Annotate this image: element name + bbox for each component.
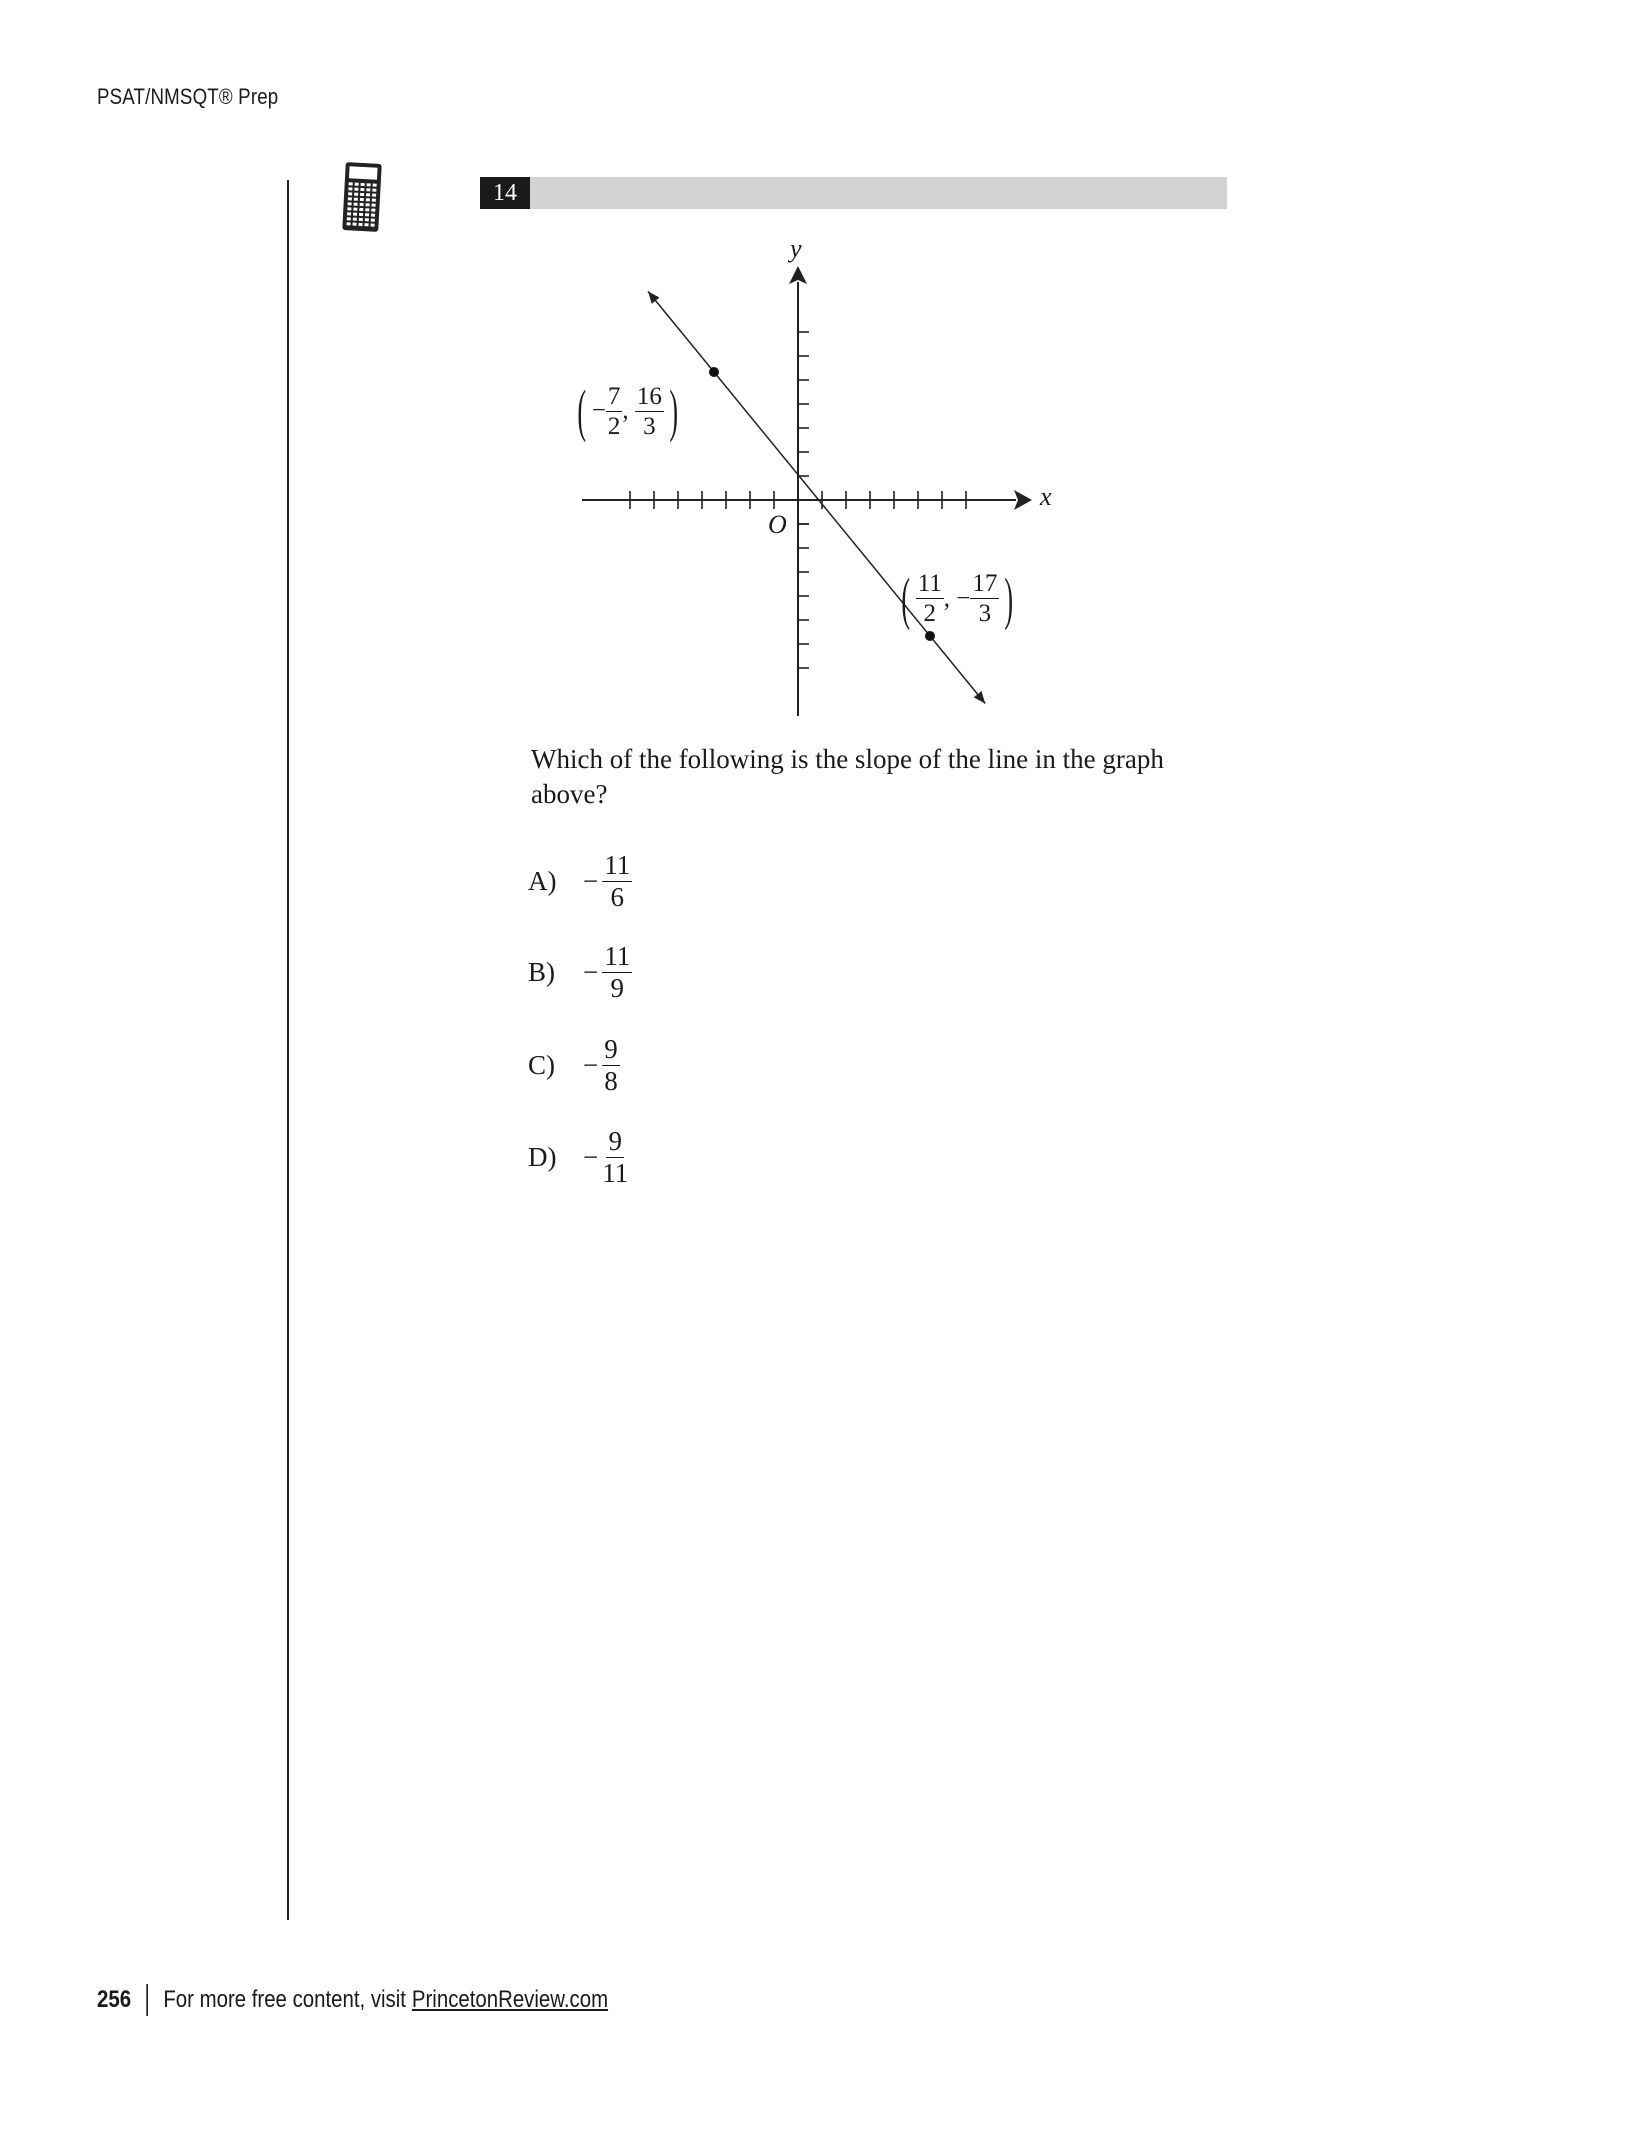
paren-open: ( (901, 565, 911, 631)
choice-fraction: $\frac{9}{11}$ (602, 1126, 629, 1188)
page-footer (97, 1984, 608, 2016)
y-axis-label: y (790, 234, 802, 263)
choice-b[interactable]: B) − $\frac{11}{9}$ (528, 941, 631, 1003)
point-label-1: ( − $\frac{7}{2}$ , $\frac{16}{3}$ ) (577, 378, 678, 444)
y-axis-arrow (789, 266, 807, 284)
y-fraction: $\frac{17}{3}$ (972, 570, 998, 628)
data-point-2 (925, 631, 935, 641)
choice-d[interactable]: D) − $\frac{9}{11}$ (528, 1126, 629, 1188)
question-number: 14 (480, 177, 530, 209)
line-arrow-end (974, 691, 985, 703)
question-text: Which of the following is the slope of the line in the graph above? (531, 744, 1164, 809)
paren-close: ) (669, 378, 678, 444)
x-axis-arrow (1014, 490, 1032, 510)
choice-fraction: $\frac{9}{8}$ (604, 1034, 618, 1096)
data-line (648, 291, 985, 703)
choice-a[interactable]: A) − $\frac{11}{6}$ (528, 850, 631, 912)
paren-open: ( (577, 378, 587, 444)
point-label-2: ( $\frac{11}{2}$ , − $\frac{17}{3}$ ) (901, 565, 1014, 631)
choice-fraction: $\frac{11}{9}$ (604, 941, 631, 1003)
x-fraction: $\frac{11}{2}$ (917, 570, 942, 628)
choice-fraction: $\frac{11}{6}$ (604, 850, 631, 912)
princeton-review-link[interactable]: PrincetonReview.com (411, 1986, 609, 2013)
choice-c[interactable]: C) − $\frac{9}{8}$ (528, 1034, 618, 1096)
page-number: 256 (97, 1986, 132, 2013)
origin-label: O (768, 510, 787, 539)
y-fraction: $\frac{16}{3}$ (636, 382, 662, 440)
footer-divider (146, 1984, 148, 2016)
running-header: PSAT/NMSQT® Prep (97, 84, 279, 109)
line-arrow-start (648, 291, 659, 303)
footer-text: For more free content, visit (163, 1986, 406, 2013)
paren-close: ) (1004, 565, 1014, 631)
coordinate-graph (0, 0, 1640, 760)
data-point-1 (709, 367, 719, 377)
x-axis-label: x (1040, 482, 1052, 511)
x-fraction: $\frac{7}{2}$ (607, 382, 621, 440)
